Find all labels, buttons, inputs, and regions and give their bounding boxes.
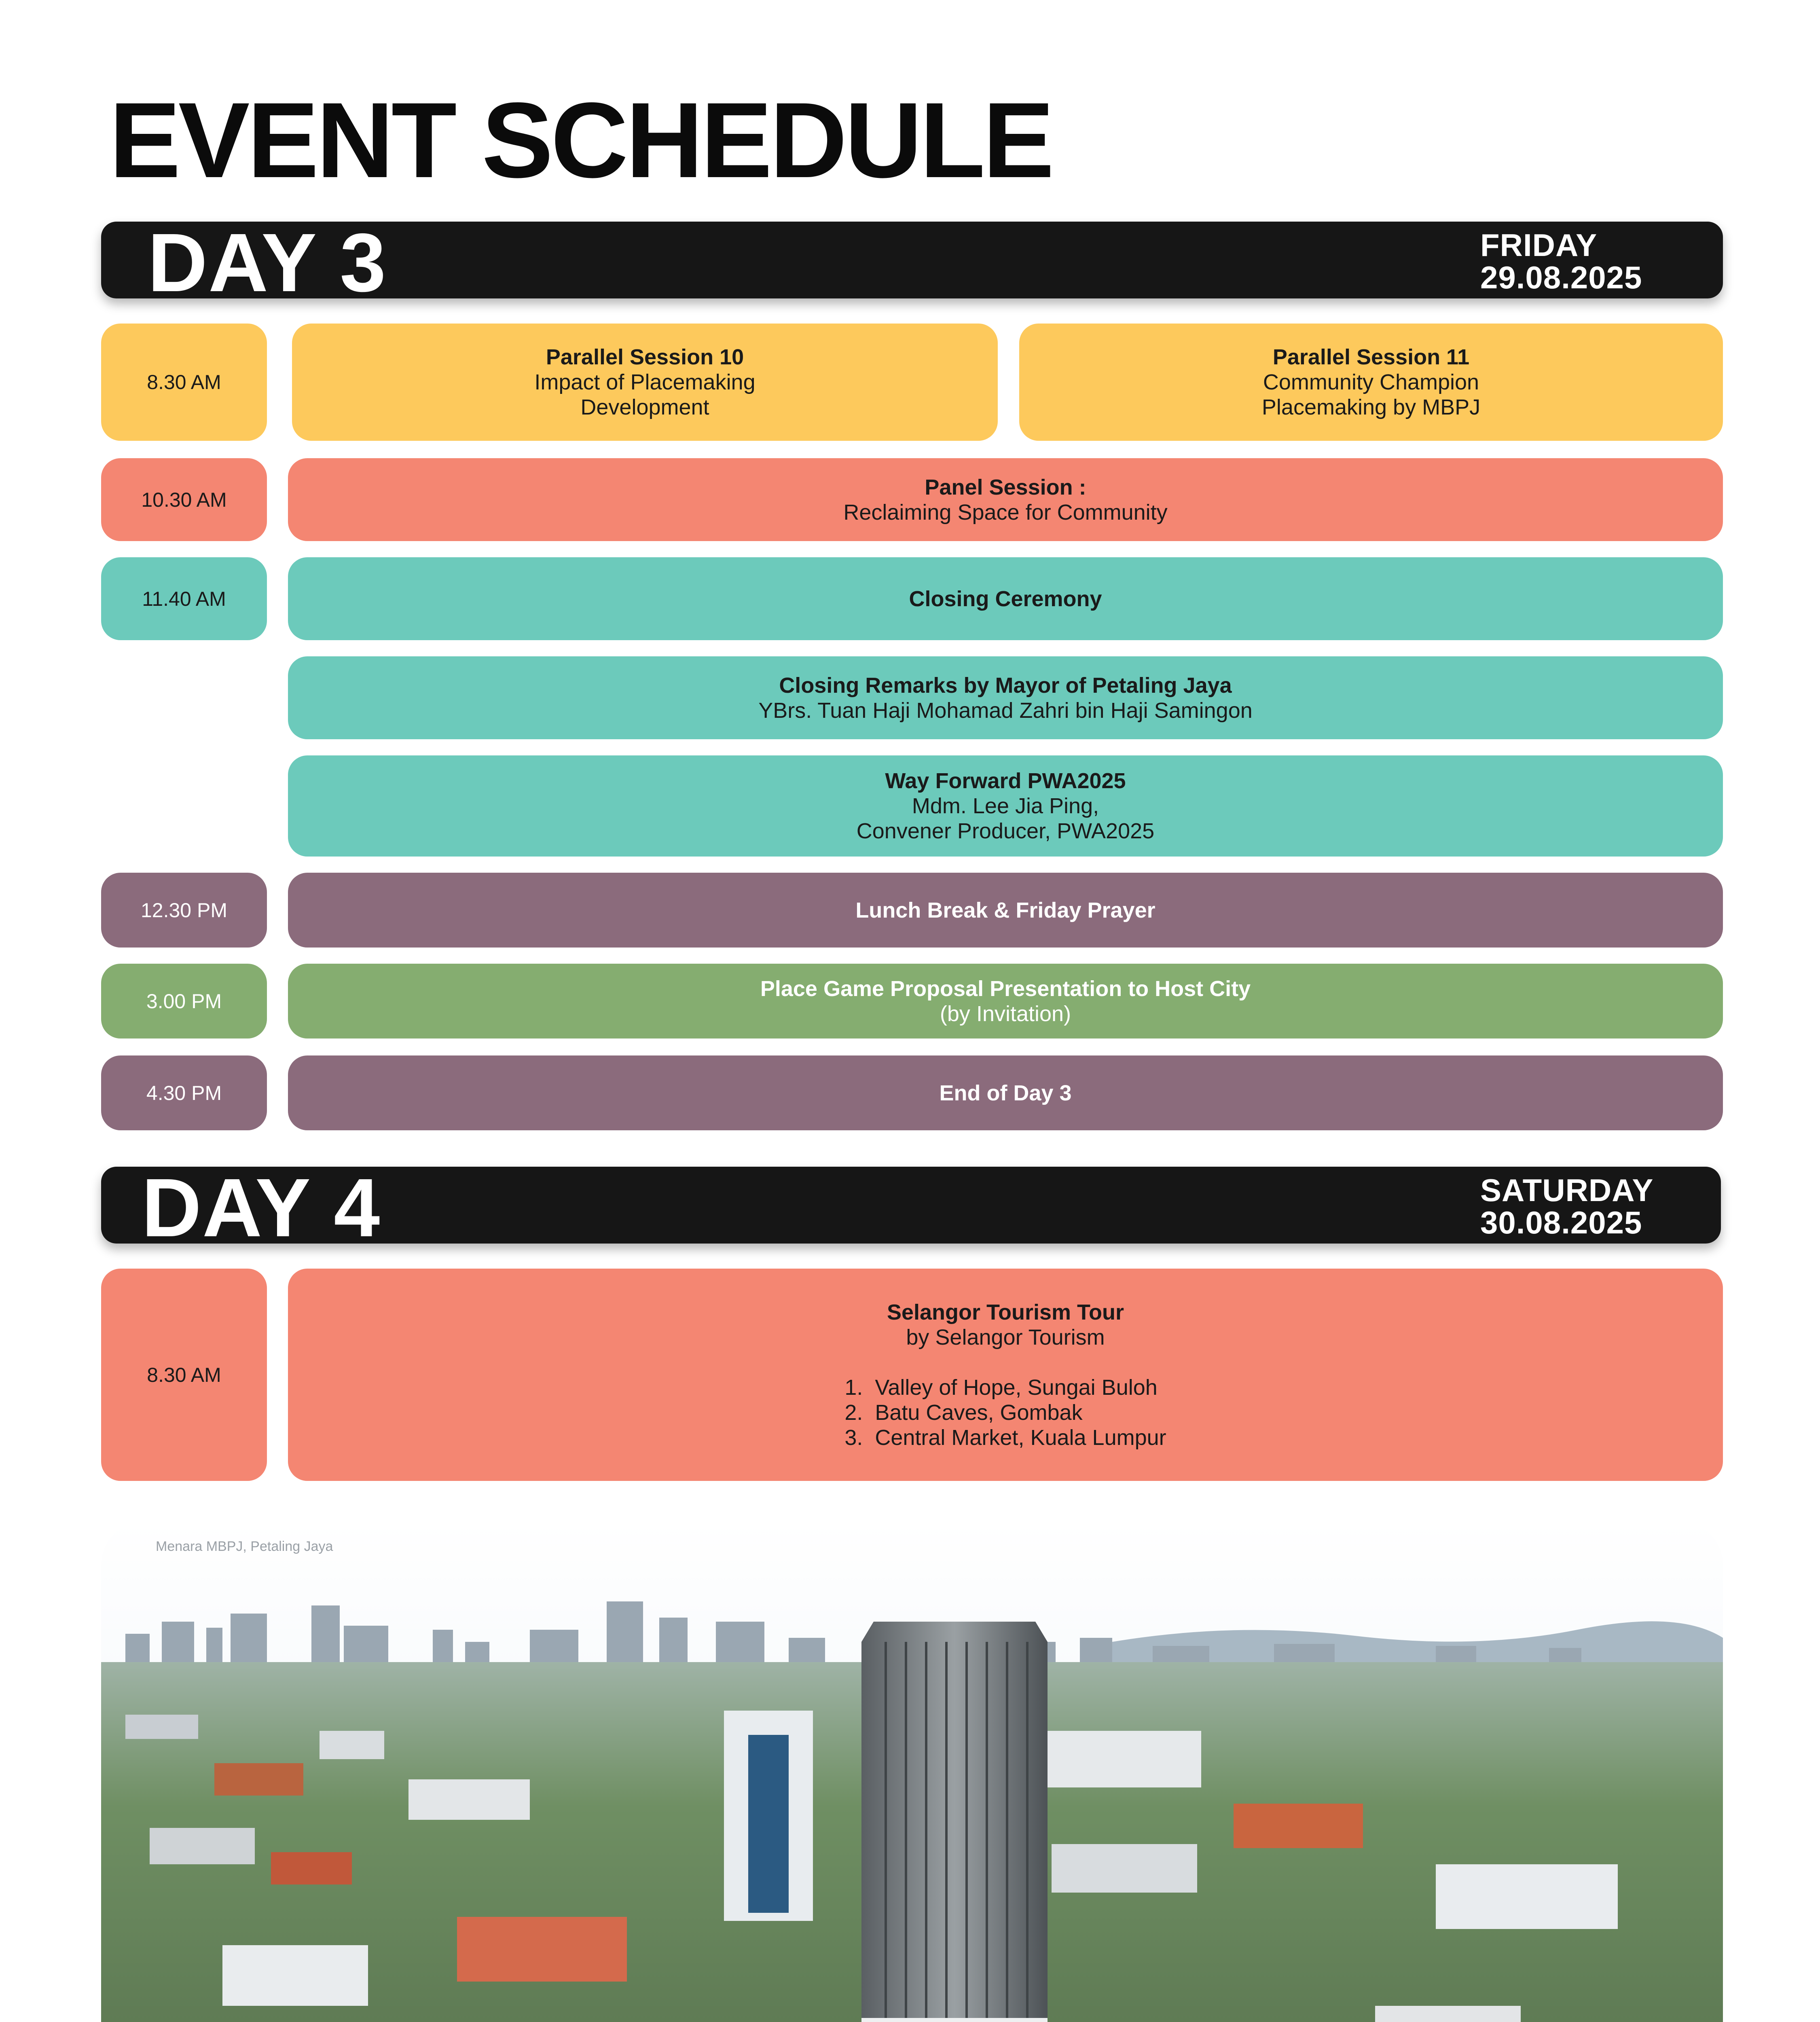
session-title: Panel Session : bbox=[925, 475, 1086, 499]
session-line: Community Champion bbox=[1263, 370, 1479, 394]
time-label: 11.40 AM bbox=[142, 587, 226, 610]
session-card-place-game[interactable] bbox=[288, 964, 1723, 1038]
day3-date-block bbox=[1480, 229, 1642, 294]
session-line: Impact of Placemaking bbox=[534, 370, 756, 394]
session-card-panel[interactable] bbox=[288, 458, 1723, 541]
session-title: Place Game Proposal Presentation to Host City bbox=[760, 976, 1251, 1001]
day4-date-block bbox=[1480, 1174, 1653, 1239]
city-photo-illustration bbox=[101, 1521, 1723, 2022]
session-card-selangor-tour[interactable] bbox=[288, 1269, 1723, 1481]
day3-label: DAY 3 bbox=[148, 216, 387, 309]
time-label: 12.30 PM bbox=[140, 899, 227, 922]
session-title: Selangor Tourism Tour bbox=[887, 1300, 1124, 1324]
session-line: Placemaking by MBPJ bbox=[1261, 395, 1481, 419]
session-card-parallel-11[interactable] bbox=[1019, 324, 1723, 441]
city-photo bbox=[101, 1521, 1723, 2022]
time-slot-300pm bbox=[101, 964, 267, 1038]
time-label: 4.30 PM bbox=[146, 1081, 222, 1104]
time-label: 10.30 AM bbox=[141, 488, 227, 511]
time-slot-430pm bbox=[101, 1055, 267, 1130]
session-card-closing-ceremony[interactable] bbox=[288, 557, 1723, 640]
session-title: Closing Ceremony bbox=[909, 586, 1102, 611]
day4-header-bar bbox=[101, 1161, 1721, 1254]
session-title: Parallel Session 11 bbox=[1272, 345, 1470, 369]
session-card-parallel-10[interactable] bbox=[292, 324, 998, 441]
session-title: Lunch Break & Friday Prayer bbox=[855, 898, 1155, 922]
session-line: (by Invitation) bbox=[940, 1001, 1071, 1026]
time-slot-1030am bbox=[101, 458, 267, 541]
tour-stop-list bbox=[844, 1375, 1166, 1450]
day3-weekday: FRIDAY bbox=[1480, 227, 1598, 263]
time-slot-1140am bbox=[101, 557, 267, 640]
session-line: YBrs. Tuan Haji Mohamad Zahri bin Haji Samingon bbox=[758, 698, 1253, 723]
page-title: EVENT SCHEDULE bbox=[109, 80, 1052, 200]
session-title: Parallel Session 10 bbox=[546, 345, 744, 369]
session-title: End of Day 3 bbox=[939, 1081, 1072, 1105]
session-card-way-forward[interactable] bbox=[288, 755, 1723, 857]
time-slot-830am bbox=[101, 324, 267, 441]
session-line: Convener Producer, PWA2025 bbox=[856, 819, 1155, 843]
list-item: 1. Valley of Hope, Sungai Buloh bbox=[844, 1375, 1158, 1400]
time-slot-1230pm bbox=[101, 873, 267, 948]
time-label: 3.00 PM bbox=[146, 990, 222, 1013]
day4-label: DAY 4 bbox=[142, 1161, 381, 1254]
session-card-closing-remarks[interactable] bbox=[288, 656, 1723, 739]
list-item: 2. Batu Caves, Gombak bbox=[844, 1400, 1083, 1425]
list-item: 3. Central Market, Kuala Lumpur bbox=[844, 1425, 1166, 1450]
session-card-lunch[interactable] bbox=[288, 873, 1723, 948]
session-title: Closing Remarks by Mayor of Petaling Jaya bbox=[779, 673, 1232, 698]
session-line: Reclaiming Space for Community bbox=[843, 500, 1168, 525]
session-line: by Selangor Tourism bbox=[906, 1325, 1105, 1349]
day4-weekday: SATURDAY bbox=[1480, 1172, 1654, 1208]
day3-date: 29.08.2025 bbox=[1480, 260, 1642, 295]
day3-header-bar bbox=[101, 216, 1723, 309]
time-label: 8.30 AM bbox=[147, 1363, 221, 1386]
time-label: 8.30 AM bbox=[147, 371, 221, 393]
time-slot-day4-830am bbox=[101, 1269, 267, 1481]
session-line: Development bbox=[580, 395, 709, 419]
day4-date: 30.08.2025 bbox=[1480, 1205, 1642, 1240]
session-title: Way Forward PWA2025 bbox=[885, 769, 1126, 793]
session-line: Mdm. Lee Jia Ping, bbox=[912, 794, 1099, 818]
session-card-end-day3[interactable] bbox=[288, 1055, 1723, 1130]
photo-caption: Menara MBPJ, Petaling Jaya bbox=[156, 1539, 333, 1554]
